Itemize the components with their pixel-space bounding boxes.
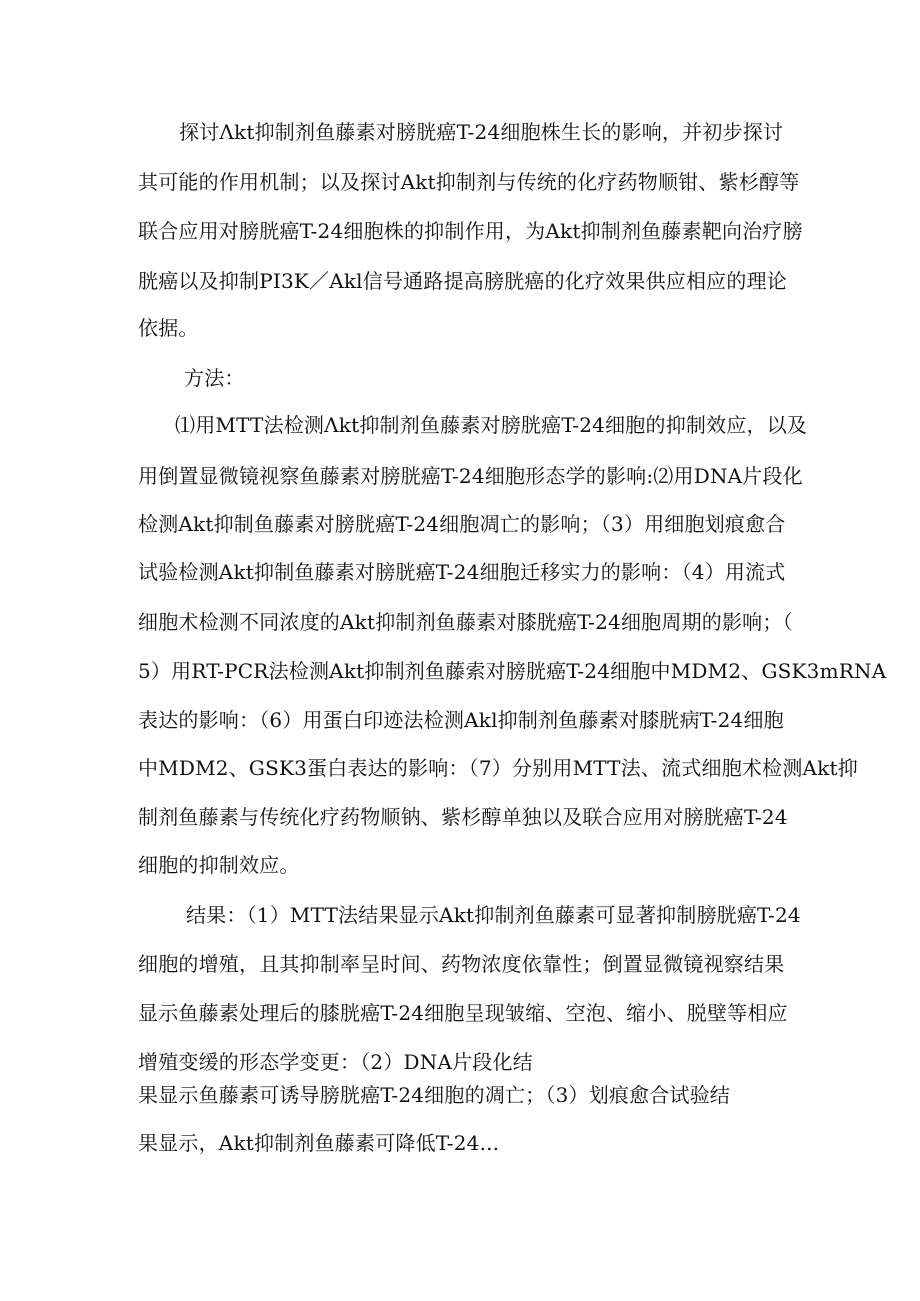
section-heading-methods: 方法： [184, 366, 245, 390]
text-line-15: 制剂鱼藤素与传统化疗药物顺钠、紫杉醇单独以及联合应用对膀胱癌T-24 [138, 805, 788, 829]
text-line-3: 联合应用对膀胱癌T-24细胞株的抑制作用，为Akt抑制剂鱼藤素靶向治疗膀 [138, 219, 803, 243]
text-line-9: 检测Akt抑制鱼藤素对膀胱癌T-24细胞凋亡的影响；（3）用细胞划痕愈合 [138, 512, 786, 536]
text-line-7: ⑴用MTT法检测Λkt抑制剂鱼藤素对膀胱癌T-24细胞的抑制效应，以及 [175, 413, 808, 437]
text-line-12: 5）用RT-PCR法检测Akt抑制剂鱼藤索对膀胱癌T-24细胞中MDM2、GSK3mRNA [138, 659, 887, 683]
text-line-14: 中MDM2、GSK3蛋白表达的影响：（7）分别用MTT法、流式细胞术检测Akt抑 [138, 756, 858, 780]
text-line-22: 果显示，Akt抑制剂鱼藤素可降低T-24... [138, 1131, 500, 1155]
text-line-8: 用倒置显微镜视察鱼藤素对膀胱癌T-24细胞形态学的影响:⑵用DNA片段化 [138, 464, 803, 488]
text-line-4: 胱癌以及抑制PI3K／Akl信号通路提高膀胱癌的化疗效果供应相应的理论 [138, 269, 787, 293]
text-line-5: 依据。 [138, 316, 199, 340]
text-line-19: 显示鱼藤素处理后的膝胱癌T-24细胞呈现皱缩、空泡、缩小、脱壁等相应 [138, 1001, 788, 1025]
text-line-21: 果显示鱼藤素可诱导膀胱癌T-24细胞的凋亡；（3）划痕愈合试验结 [138, 1083, 731, 1107]
text-line-13: 表达的影响：（6）用蛋白印迹法检测Akl抑制剂鱼藤素对膝胱病T-24细胞 [138, 708, 784, 732]
text-line-10: 试验检测Akt抑制鱼藤素对膀胱癌T-24细胞迁移实力的影响：（4）用流式 [138, 560, 786, 584]
text-line-16: 细胞的抑制效应。 [138, 853, 300, 877]
text-line-18: 细胞的增殖，且其抑制率呈时间、药物浓度依靠性；倒置显微镜视察结果 [138, 952, 785, 976]
text-line-11: 细胞术检测不同浓度的Akt抑制剂鱼藤素对膝胱癌T-24细胞周期的影响；（ [138, 610, 793, 634]
text-line-1: 探讨Λkt抑制剂鱼藤素对膀胱癌T-24细胞株生长的影响，并初步探讨 [179, 120, 784, 144]
text-line-2: 其可能的作用机制；以及探讨Akt抑制剂与传统的化疗药物顺钳、紫杉醇等 [138, 170, 800, 194]
text-line-20: 增殖变缓的形态学变更：（2）DNA片段化结 [138, 1050, 533, 1074]
section-heading-results: 结果：（1）MTT法结果显示Akt抑制剂鱼藤素可显著抑制膀胱癌T-24 [186, 903, 801, 927]
